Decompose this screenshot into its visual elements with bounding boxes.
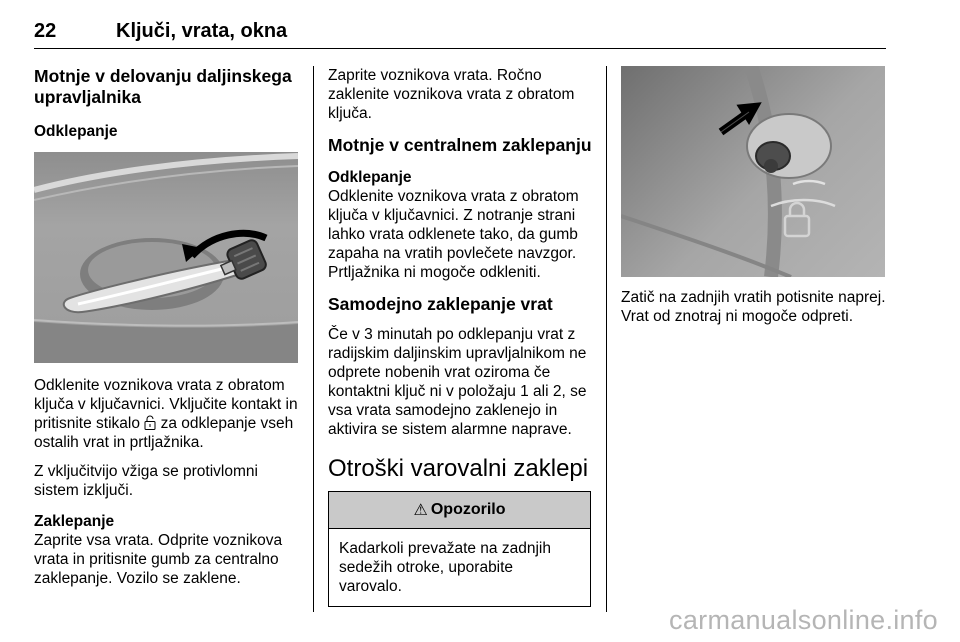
chapter-title: Ključi, vrata, okna [116,20,288,42]
subheading-lock: Zaklepanje [34,513,115,530]
door-handle-key-illustration [34,152,298,363]
section-heading-remote-fault: Motnje v delovanju daljinskega upravljalnika [34,66,292,107]
para-unlock [34,376,300,452]
page-header [34,18,886,49]
column-3 [621,66,887,326]
section-heading-auto-lock: Samodejno zaklepanje vrat [328,294,553,314]
warning-triangle-icon: ⚠ [413,502,428,519]
section-heading-child-locks: Otroški varovalni zaklepi [328,455,589,482]
child-lock-drawing [621,66,885,277]
section-heading-central-lock-fault: Motnje v centralnem zaklepanju [328,135,592,155]
para-child-lock: Zatič na zadnjih vratih potisnite naprej. Vrat od znotraj ni mogoče odpreti. [621,289,886,325]
subheading-unlock-central: Odklepanje [328,169,412,186]
warning-title: Opozorilo [430,501,506,518]
page-number: 22 [34,20,57,42]
unlock-icon [144,415,156,430]
column-divider-2 [606,66,607,612]
warning-text: Kadarkoli prevažate na zadnjih sedežih otroke, uporabite varovalo. [339,540,551,595]
subheading-unlock: Odklepanje [34,123,118,140]
para-auto-lock: Če v 3 minutah po odklepanju vrat z radijskim daljinskim upravljalnikom ne odprete nobenih vrat oziroma če kontaktni ključ ni v položaju 1 ali 2, se vsa vrata samodejno zaklenejo in aktivira se sistem alarmne naprave. [328,326,587,438]
warning-header [329,492,590,529]
column-2 [328,66,592,607]
column-divider-1 [313,66,314,612]
para-central-unlock: Odklenite voznikova vrata z obratom ključa v ključavnici. Z notranje strani lahko vrata odklenete tako, da gumb zapaha na vratih povlečete navzgor. Prtljažnika ni mogoče odkleniti. [328,188,579,281]
warning-box [328,491,591,607]
para-unlock-part-2: za odklepanje vseh ostalih vrat in prtljažnika. [34,415,294,451]
column-1 [34,66,300,588]
para-lock: Zaprite vsa vrata. Odprite voznikova vrata in pritisnite gumb za centralno zaklepanje. Vozilo se zaklene. [34,532,283,587]
para-unlock-part-1: Odklenite voznikova vrata z obratom ključa v ključavnici. Vključite kontakt in pritisnite stikalo [34,377,298,432]
watermark: carmanualsonline.info [669,605,938,635]
para-close-door: Zaprite voznikova vrata. Ročno zaklenite voznikova vrata z obratom ključa. [328,67,575,122]
para-immobilizer: Z vključitvijo vžiga se protivlomni sistem izključi. [34,463,258,499]
child-lock-illustration [621,66,885,277]
door-handle-key-drawing [34,152,298,363]
